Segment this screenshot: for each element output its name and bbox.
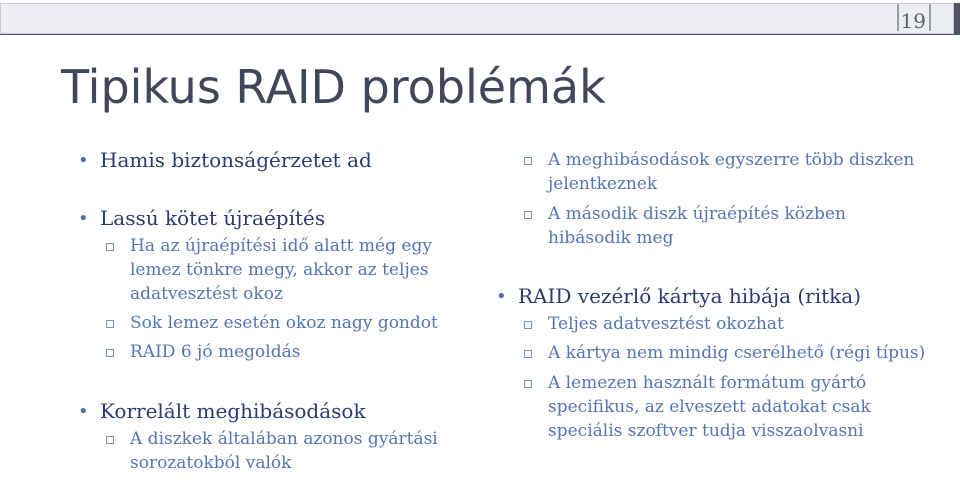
sub-bullet-item: A diszkek általában azonos gyártási sorozatokból valók (74, 427, 484, 475)
slide-header-bar (0, 3, 960, 35)
bullet-item: • Lassú kötet újraépítés (74, 206, 484, 231)
page-number-divider (897, 4, 899, 31)
sub-bullet-item: A második diszk újraépítés közben hibásodik meg (492, 202, 932, 250)
page-number-divider (929, 4, 931, 31)
sub-bullet-item: A kártya nem mindig cserélhető (régi típus) (492, 341, 932, 365)
sub-bullet-item: A lemezen használt formátum gyártó specifikus, az elveszett adatokat csak speciális szoftver tudja visszaolvasni (492, 371, 932, 443)
right-column (492, 148, 932, 443)
sub-bullet-item: A meghibásodások egyszerre több diszken jelentkeznek (492, 148, 932, 196)
bullet-item: • Korrelált meghibásodások (74, 399, 484, 424)
bullet-item: • Hamis biztonságérzetet ad (74, 148, 484, 173)
slide-header-strip (0, 3, 954, 34)
bullet-item: • RAID vezérlő kártya hibája (ritka) (492, 284, 932, 309)
slide-title: Tipikus RAID problémák (61, 60, 606, 114)
sub-bullet-item: Teljes adatvesztést okozhat (492, 312, 932, 336)
sub-bullet-item: RAID 6 jó megoldás (74, 340, 484, 364)
sub-bullet-item: Ha az újraépítési idő alatt még egy lemez tönkre megy, akkor az teljes adatvesztést okoz (74, 234, 484, 306)
sub-bullet-item: Sok lemez esetén okoz nagy gondot (74, 311, 484, 335)
page-number: 19 (900, 9, 926, 33)
left-column (74, 148, 484, 475)
